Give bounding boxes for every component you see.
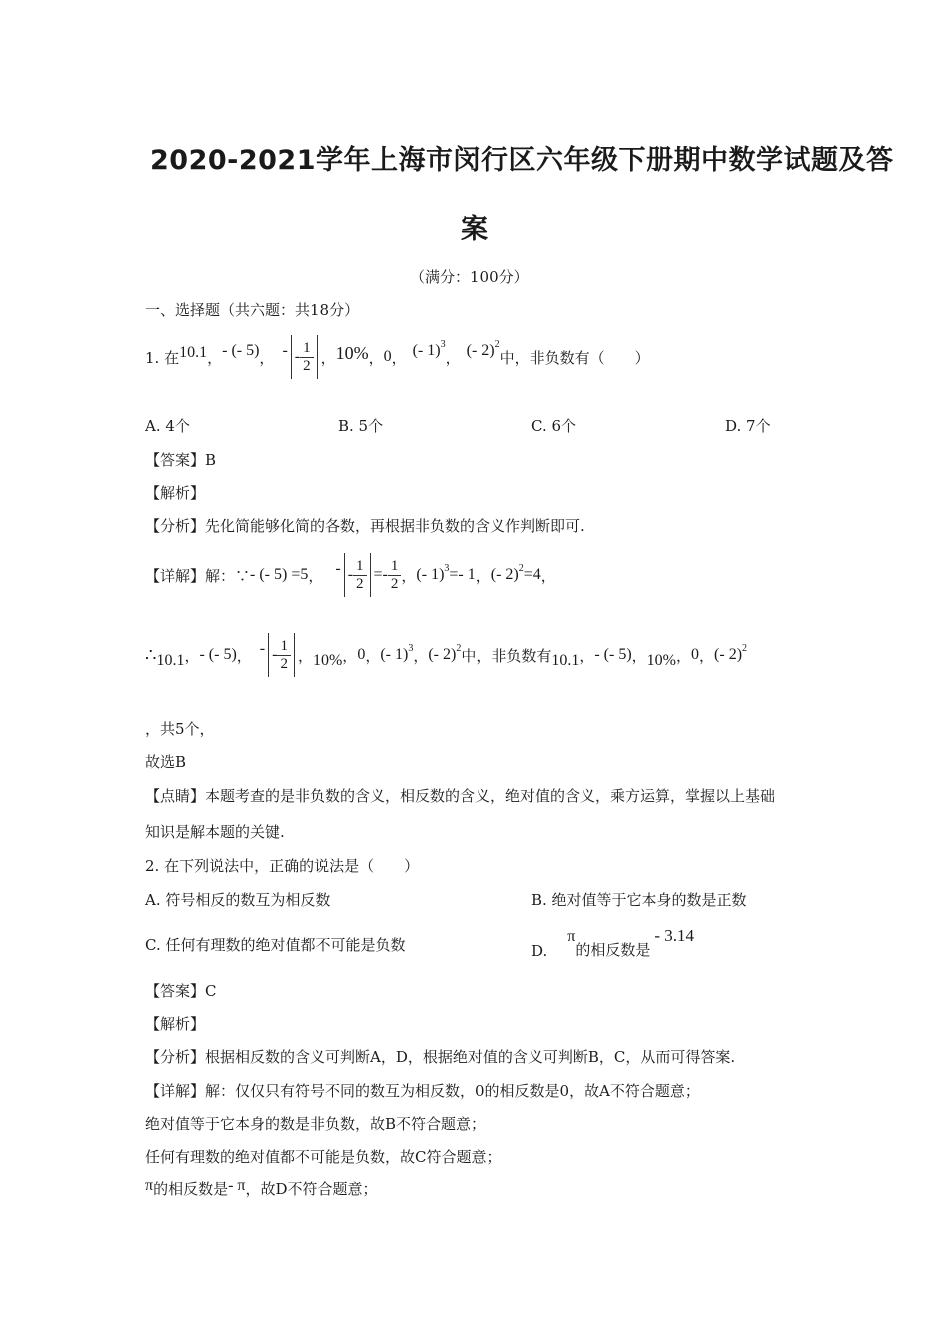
- section-heading: 一、选择题（共六题：共18分）: [145, 301, 360, 319]
- val-neg2-squared: [428, 643, 462, 664]
- q1-value-6-exp: 3: [440, 339, 446, 350]
- exp: 3: [444, 563, 450, 574]
- q2-detail-4-text: 的相反数是: [153, 1180, 229, 1198]
- therefore-symbol: ∴: [145, 644, 157, 666]
- q1-frac-den: 2: [303, 357, 311, 374]
- q1-detail-fraction-2: [388, 558, 402, 593]
- tail: =4: [523, 566, 541, 583]
- frac-den: 2: [280, 655, 288, 672]
- pi-symbol: π: [145, 1177, 154, 1194]
- q1-detail-e4: [490, 563, 541, 584]
- q2-detail-2: 绝对值等于它本身的数是非负数，故B不符合题意；: [145, 1115, 487, 1133]
- sep: ，: [342, 646, 358, 665]
- q1-detail: [145, 550, 556, 600]
- q2-option-d: [531, 920, 694, 960]
- q1-sep: ，: [259, 348, 275, 367]
- q1-option-c: C. 6个: [531, 417, 577, 435]
- sep: ，: [413, 646, 429, 665]
- q2-option-a: A. 符号相反的数互为相反数: [145, 891, 331, 909]
- q1-option-d: D. 7个: [725, 417, 771, 435]
- q1-sep: ，: [320, 348, 336, 367]
- q1-choose: 故选B: [145, 753, 187, 771]
- neg-pi: - π: [228, 1177, 246, 1194]
- val-10pct: 10%: [312, 652, 343, 669]
- q2-analysis: 【分析】根据相反数的含义可判断A，D，根据绝对值的含义可判断B，C，从而可得答案.: [145, 1048, 736, 1066]
- q1-detail-e3: [416, 563, 476, 584]
- q1-analysis-head: 【解析】: [145, 484, 206, 502]
- q1-value-7: [466, 339, 500, 360]
- q1-total: ，共5个，: [145, 720, 215, 738]
- val-neg-neg5-b: - (- 5): [594, 646, 632, 663]
- exp: 2: [456, 643, 462, 654]
- q1-value-5: 0: [383, 348, 392, 365]
- exp: 2: [742, 643, 748, 654]
- q2-option-d-value: - 3.14: [654, 926, 695, 945]
- q1-answer: 【答案】B: [145, 451, 217, 469]
- q2-answer: 【答案】C: [145, 982, 217, 1000]
- q2-question: 2. 在下列说法中，正确的说法是（ ）: [145, 857, 420, 875]
- val-neg2-squared-b: [714, 643, 748, 664]
- q1-value-3-minus: -: [282, 342, 288, 359]
- frac-num: 1: [388, 558, 402, 576]
- q1-comment-1: 【点睛】本题考查的是非负数的含义，相反数的含义，绝对值的含义，乘方运算，掌握以上基础: [145, 787, 776, 805]
- base: (- 2): [428, 646, 457, 663]
- q1-stem: [145, 332, 650, 382]
- frac-num: 1: [353, 558, 367, 576]
- val-0-b: 0: [691, 646, 700, 663]
- q1-detail-minus: -: [335, 560, 341, 577]
- q2-option-d-prefix: D.: [531, 942, 548, 960]
- q2-option-b: B. 绝对值等于它本身的数是正数: [531, 891, 747, 909]
- q2-option-c: C. 任何有理数的绝对值都不可能是负数: [145, 936, 406, 954]
- base: (- 1): [380, 646, 409, 663]
- q1-therefore: [145, 630, 747, 680]
- q2-option-d-text: 的相反数是: [575, 941, 651, 959]
- fraction: [277, 638, 291, 673]
- val-10pct-b: 10%: [646, 652, 676, 669]
- sep: ，: [676, 646, 692, 665]
- frac-den: 2: [390, 575, 399, 592]
- abs-bar-right: [370, 553, 371, 597]
- q1-sep: ，: [368, 348, 384, 367]
- q1-detail-e1: - (- 5) =5: [250, 566, 309, 583]
- q1-sep: ，: [540, 566, 556, 585]
- q1-detail-inner: -: [347, 566, 354, 583]
- q1-value-1: 10.1: [179, 344, 208, 361]
- q2-analysis-head: 【解析】: [145, 1015, 206, 1033]
- q1-prefix: 1. 在: [145, 348, 180, 367]
- q1-fraction: [300, 340, 314, 375]
- sep: ，: [699, 646, 715, 665]
- q1-sep: ，: [308, 566, 324, 585]
- q1-detail-fraction: [353, 558, 367, 593]
- val-0: 0: [357, 646, 366, 663]
- q1-detail-e2-tail: =-: [373, 566, 388, 583]
- q2-detail-3: 任何有理数的绝对值都不可能是负数，故C符合题意；: [145, 1148, 502, 1166]
- q1-value-2: - (- 5): [222, 342, 260, 359]
- base: (- 2): [714, 646, 743, 663]
- q1-sep: ，: [475, 566, 491, 585]
- abs-minus: -: [259, 640, 266, 657]
- sep: ，: [184, 646, 200, 665]
- base: (- 1): [416, 566, 445, 583]
- q1-comment-2: 知识是解本题的关键.: [145, 823, 285, 841]
- frac-num: 1: [277, 638, 291, 656]
- sep: ，: [297, 646, 313, 665]
- q1-suffix: 中，非负数有（ ）: [499, 348, 650, 367]
- tail: =- 1: [449, 566, 476, 583]
- q1-value-6: [412, 339, 446, 360]
- val-neg1-cubed: [380, 643, 414, 664]
- q1-analysis: 【分析】先化简能够化简的各数，再根据非负数的含义作判断即可.: [145, 517, 585, 535]
- val-10-1-b: 10.1: [551, 652, 580, 669]
- title-line-2: 案: [461, 214, 489, 245]
- abs-bar-left: [291, 335, 292, 379]
- sep: ，: [236, 646, 252, 665]
- exp: 3: [408, 643, 414, 654]
- q2-detail-1: 【详解】解：仅仅只有符号不同的数互为相反数，0的相反数是0，故A不符合题意；: [145, 1082, 700, 1100]
- q1-detail-prefix: 【详解】解：∵: [145, 566, 251, 585]
- abs-bar-left: [344, 553, 345, 597]
- base: (- 2): [490, 566, 519, 583]
- abs-bar-right: [294, 633, 295, 677]
- q1-frac-num: 1: [300, 340, 314, 358]
- q1-value-7-exp: 2: [494, 339, 500, 350]
- q1-sep: ，: [207, 348, 223, 367]
- abs-bar-left: [268, 633, 269, 677]
- q2-detail-4-tail: ，故D不符合题意；: [245, 1180, 378, 1198]
- title-line-1: 2020-2021学年上海市闵行区六年级下册期中数学试题及答: [150, 145, 894, 176]
- q1-option-b: B. 5个: [338, 417, 384, 435]
- sep: ，: [579, 646, 595, 665]
- q1-sep: ，: [445, 348, 461, 367]
- sep: ，: [365, 646, 381, 665]
- frac-den: 2: [356, 575, 364, 592]
- q1-value-7-base: (- 2): [466, 342, 495, 359]
- mid-text: 中，非负数有: [461, 646, 552, 665]
- pi-symbol: π: [567, 928, 576, 945]
- full-score: （满分：100分）: [410, 268, 529, 286]
- sep: ，: [631, 646, 647, 665]
- q1-option-a: A. 4个: [145, 417, 190, 435]
- exp: 2: [518, 563, 524, 574]
- val-neg-neg5: - (- 5): [199, 646, 237, 663]
- q1-value-4: 10%: [335, 342, 369, 363]
- q1-value-3-inner: -: [294, 348, 301, 365]
- q1-value-6-base: (- 1): [412, 342, 441, 359]
- val-10-1: 10.1: [156, 652, 185, 669]
- abs-inner: -: [272, 646, 278, 663]
- q1-sep: ，: [391, 348, 407, 367]
- q1-sep: ，: [401, 566, 417, 585]
- abs-bar-right: [317, 335, 318, 379]
- q2-detail-4: [145, 1178, 378, 1199]
